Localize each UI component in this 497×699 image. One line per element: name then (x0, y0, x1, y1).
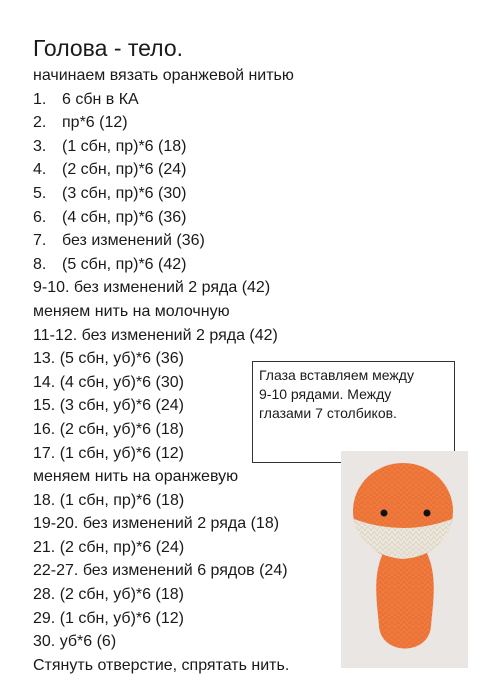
instruction-line (33, 135, 294, 159)
left-eye-icon (381, 510, 388, 517)
row-number: 2. (33, 114, 47, 132)
instruction-line (33, 253, 294, 277)
row-number: 6. (33, 208, 47, 226)
instruction-text: (2 сбн, пр)*6 (24) (62, 161, 187, 179)
instruction-line (33, 88, 294, 112)
row-number: 5. (33, 184, 47, 202)
instruction-line (33, 182, 294, 206)
instruction-text: 28. (2 сбн, уб)*6 (18) (33, 586, 184, 604)
instruction-line (33, 512, 294, 536)
instruction-line (33, 324, 294, 348)
instruction-text: 17. (1 сбн, уб)*6 (12) (33, 444, 184, 462)
instruction-line (33, 489, 294, 513)
instruction-line (33, 111, 294, 135)
instruction-text: 16. (2 сбн, уб)*6 (18) (33, 420, 184, 438)
instruction-text: (1 сбн, пр)*6 (18) (62, 137, 187, 155)
instruction-text: меняем нить на оранжевую (33, 468, 239, 486)
instruction-text: 22-27. без изменений 6 рядов (24) (33, 562, 288, 580)
instruction-text: 18. (1 сбн, пр)*6 (18) (33, 491, 185, 509)
instruction-text: 21. (2 сбн, пр)*6 (24) (33, 538, 185, 556)
instruction-line (33, 300, 294, 324)
instruction-line (33, 229, 294, 253)
note-line: глазами 7 столбиков. (259, 405, 397, 421)
instruction-text: (4 сбн, пр)*6 (36) (62, 208, 187, 226)
instruction-line (33, 607, 294, 631)
note-line: Глаза вставляем между (259, 367, 414, 383)
instruction-line (33, 206, 294, 230)
instruction-line (33, 276, 294, 300)
instruction-text: 11-12. без изменений 2 ряда (42) (33, 326, 278, 344)
instruction-text: Стянуть отверстие, спрятать нить. (33, 656, 290, 674)
row-number: 4. (33, 161, 47, 179)
instruction-text: пр*6 (12) (62, 114, 128, 132)
instruction-line (33, 559, 294, 583)
row-number: 3. (33, 137, 47, 155)
instruction-text: 6 сбн в КА (62, 90, 139, 108)
instruction-line (33, 654, 294, 678)
instruction-text: без изменений (36) (62, 232, 205, 250)
instruction-text: 9-10. без изменений 2 ряда (42) (33, 279, 271, 297)
note-box (252, 361, 455, 463)
instruction-text: 13. (5 сбн, уб)*6 (36) (33, 350, 184, 368)
instruction-text: 14. (4 сбн, уб)*6 (30) (33, 373, 184, 391)
instruction-text: 30. уб*6 (6) (33, 633, 117, 651)
instruction-line (33, 465, 294, 489)
instruction-line (33, 64, 294, 88)
instruction-text: 15. (3 сбн, уб)*6 (24) (33, 397, 184, 415)
instruction-text: меняем нить на молочную (33, 302, 230, 320)
instruction-text: 19-20. без изменений 2 ряда (18) (33, 515, 280, 533)
instruction-line (33, 583, 294, 607)
row-number: 1. (33, 90, 47, 108)
right-eye-icon (424, 510, 431, 517)
instruction-text: (3 сбн, пр)*6 (30) (62, 184, 187, 202)
instruction-line (33, 158, 294, 182)
row-number: 8. (33, 255, 47, 273)
row-number: 7. (33, 232, 47, 250)
instruction-line (33, 536, 294, 560)
instruction-line (33, 630, 294, 654)
instruction-text: начинаем вязать оранжевой нитью (33, 67, 294, 84)
page-title: Голова - тело. (33, 35, 184, 61)
toy-photo (341, 451, 468, 668)
instruction-text: (5 сбн, пр)*6 (42) (62, 255, 187, 273)
amigurumi-illustration (341, 451, 468, 668)
note-line: 9-10 рядами. Между (259, 386, 392, 402)
instruction-text: 29. (1 сбн, уб)*6 (12) (33, 609, 184, 627)
